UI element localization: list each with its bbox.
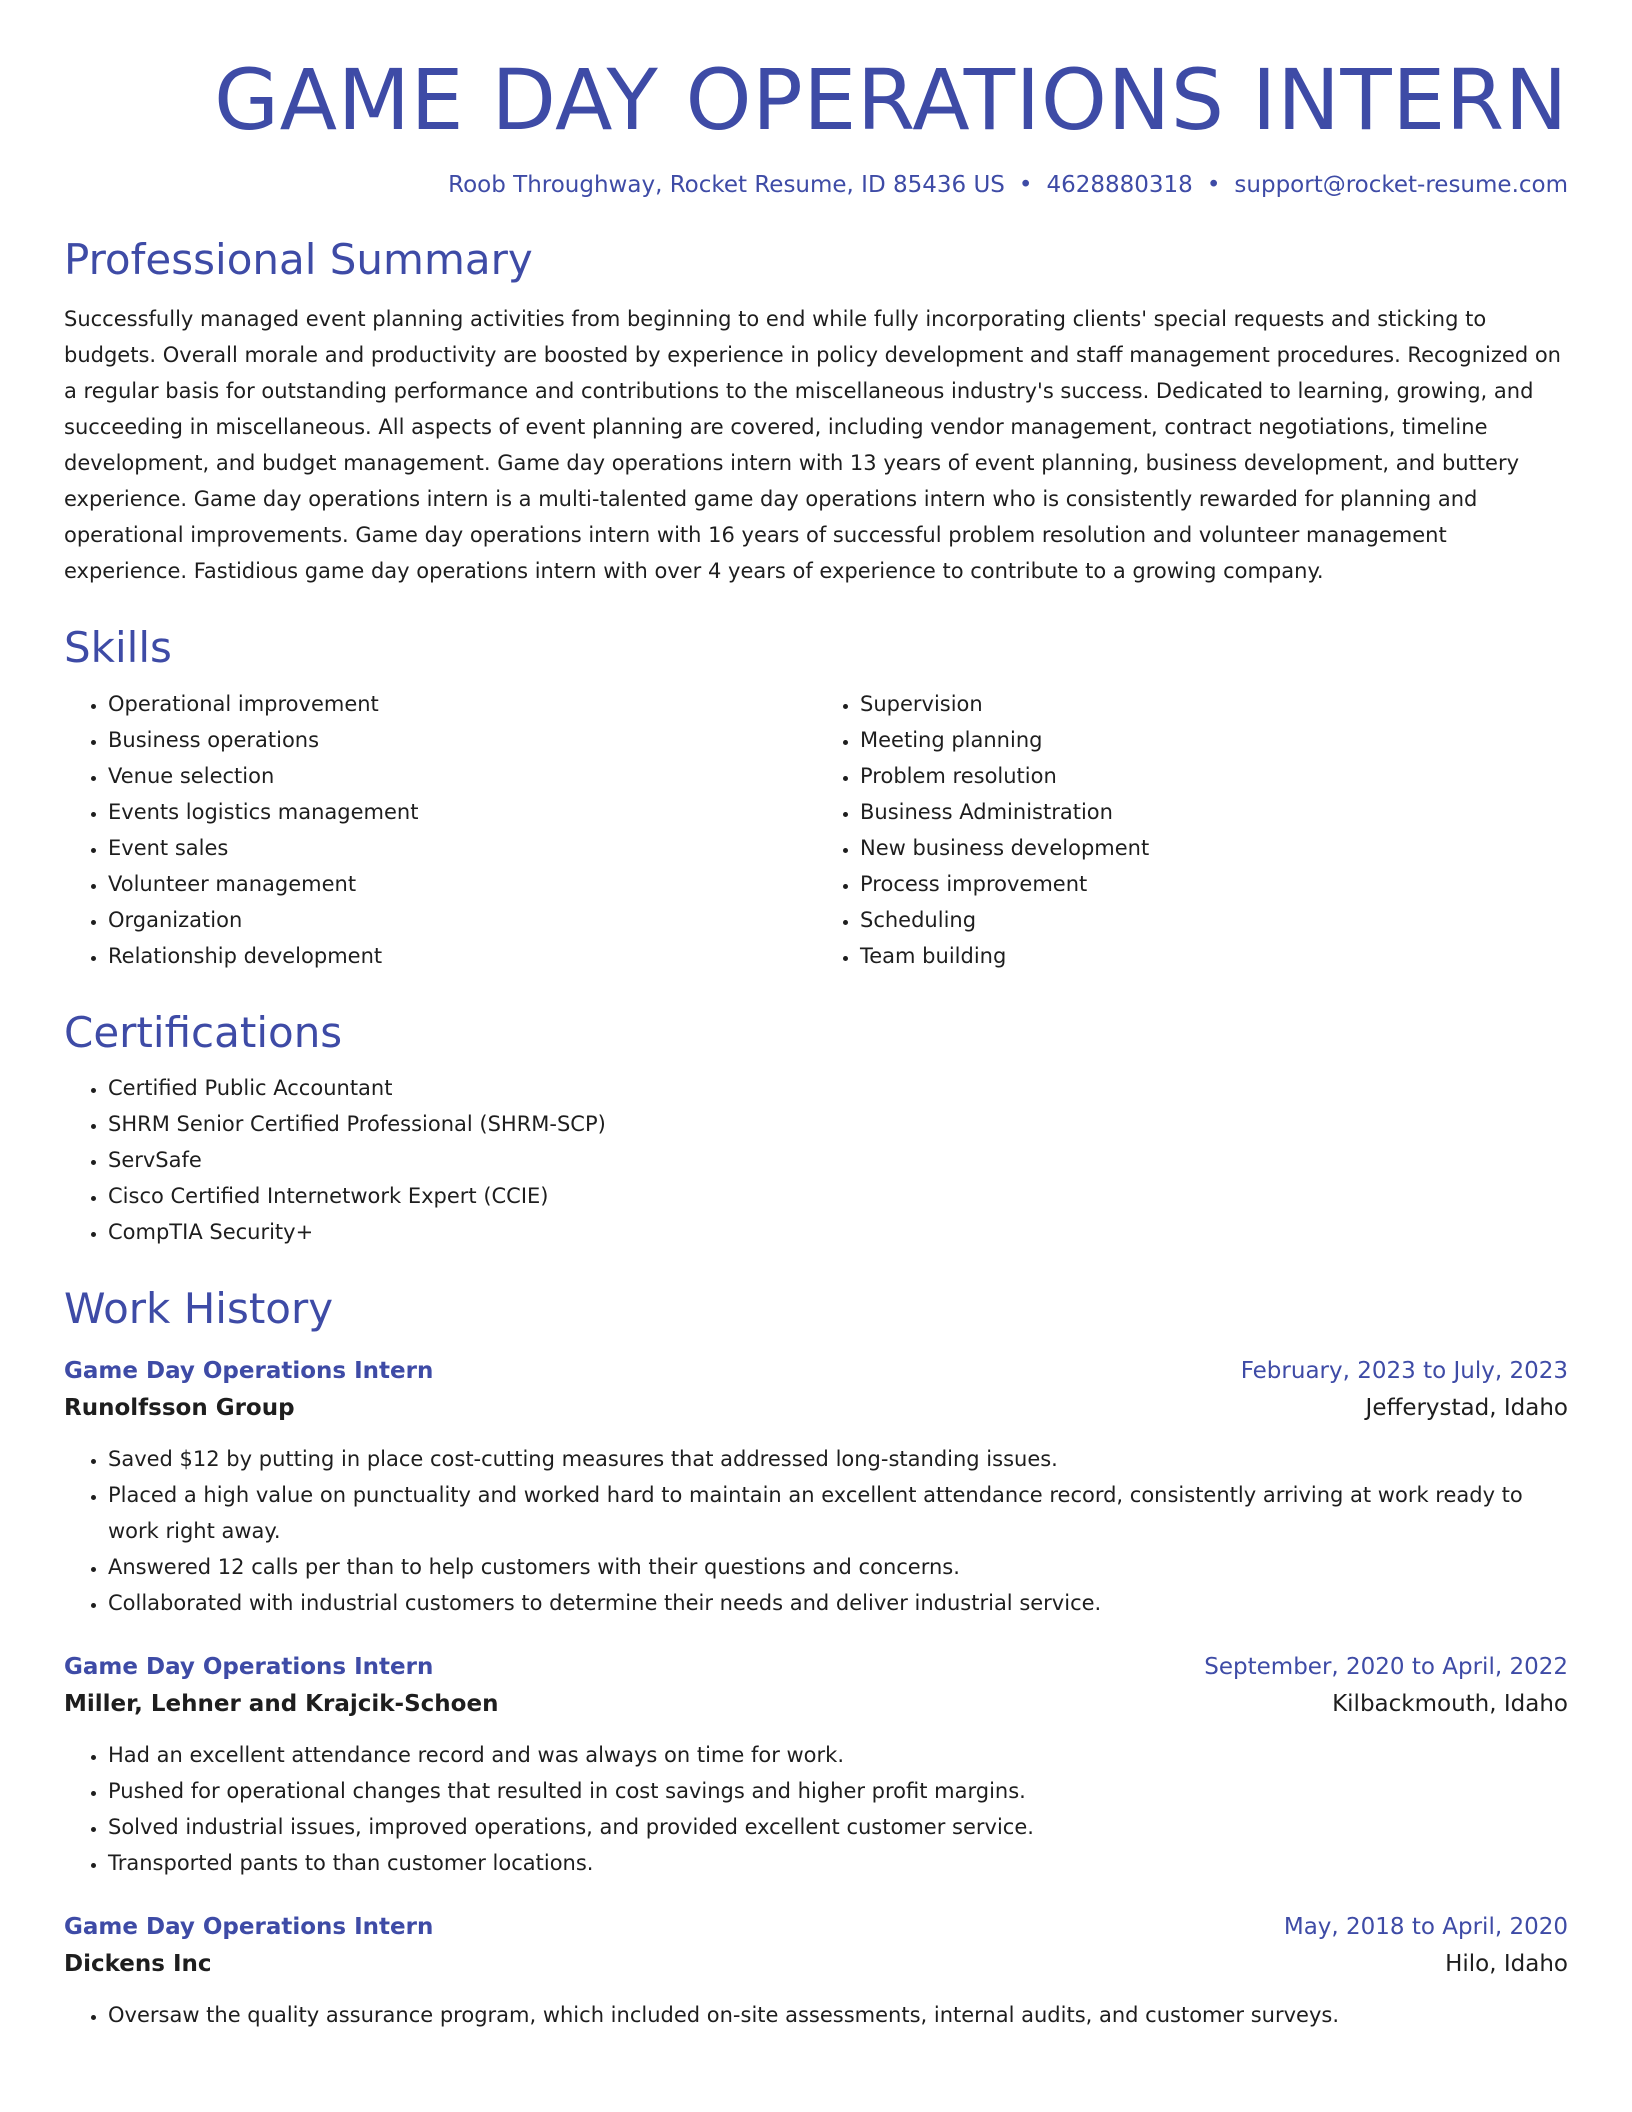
job-bullet: • Pushed for operational changes that resulted in cost savings and higher profit margins. <box>108 1773 1568 1809</box>
job-bullets <box>64 1737 1568 1881</box>
contact-email[interactable]: support@rocket-resume.com <box>1234 171 1568 198</box>
skill-item: • Team building <box>860 938 1568 974</box>
skill-item: • Volunteer management <box>108 866 816 902</box>
job-entry <box>64 1649 1568 1881</box>
skill-item: • Business Administration <box>860 794 1568 830</box>
skill-item: • Scheduling <box>860 902 1568 938</box>
job-title: Game Day Operations Intern <box>64 1913 434 1940</box>
work-history-heading: Work History <box>64 1284 334 1334</box>
skill-item: • Organization <box>108 902 816 938</box>
job-bullet: • Saved $12 by putting in place cost-cutting measures that addressed long-standing issues. <box>108 1441 1568 1477</box>
job-bullets <box>64 1997 1568 2033</box>
skill-item: • Supervision <box>860 686 1568 722</box>
job-company: Runolfsson Group <box>64 1394 295 1421</box>
job-bullet: • Transported pants to than customer locations. <box>108 1845 1568 1881</box>
job-location: Hilo, Idaho <box>1445 1950 1568 1977</box>
job-bullet: • Collaborated with industrial customers to determine their needs and deliver industrial service. <box>108 1585 1568 1621</box>
job-dates: September, 2020 to April, 2022 <box>1204 1653 1568 1680</box>
contact-line <box>64 169 1568 201</box>
job-title-row <box>64 1909 1568 1945</box>
skill-item: • Problem resolution <box>860 758 1568 794</box>
skill-item: • Meeting planning <box>860 722 1568 758</box>
contact-separator: • <box>1206 171 1221 198</box>
certification-item: • Certified Public Accountant <box>108 1070 1568 1106</box>
job-company: Dickens Inc <box>64 1950 212 1977</box>
skills-heading: Skills <box>64 623 172 673</box>
job-bullet: • Oversaw the quality assurance program, which included on-site assessments, internal audits, and customer surveys. <box>108 1997 1568 2033</box>
job-bullet: • Solved industrial issues, improved operations, and provided excellent customer service. <box>108 1809 1568 1845</box>
certifications-list <box>64 1070 1568 1250</box>
skills-list-right <box>816 686 1568 974</box>
summary-text: Successfully managed event planning activities from beginning to end while fully incorporating clients' special requests and sticking to budgets. Overall morale and productivity are boosted by experience in policy development and staff management procedures. Recognized on a regular basis for outstanding performance and contributions to the miscellaneous industry's success. Dedicated to learning, growing, and succeeding in miscellaneous. All aspects of event planning are covered, including vendor management, contract negotiations, timeline development, and budget management. Game day operations intern with 13 years of event planning, business development, and buttery experience. Game day operations intern is a multi-talented game day operations intern who is consistently rewarded for planning and operational improvements. Game day operations intern with 16 years of successful problem resolution and volunteer management experience. Fastidious game day operations intern with over 4 years of experience to contribute to a growing company. <box>64 307 1561 584</box>
job-dates: February, 2023 to July, 2023 <box>1240 1357 1568 1384</box>
skill-item: • Operational improvement <box>108 686 816 722</box>
job-title-row <box>64 1353 1568 1389</box>
certification-item: • SHRM Senior Certified Professional (SHRM-SCP) <box>108 1106 1568 1142</box>
skill-item: • Business operations <box>108 722 816 758</box>
contact-phone: 4628880318 <box>1046 171 1193 198</box>
job-bullets <box>64 1441 1568 1621</box>
skill-item: • New business development <box>860 830 1568 866</box>
summary-heading: Professional Summary <box>64 234 533 284</box>
skill-item: • Events logistics management <box>108 794 816 830</box>
certifications-heading: Certifications <box>64 1007 343 1057</box>
resume-page <box>64 50 1568 2033</box>
skill-item: • Event sales <box>108 830 816 866</box>
certification-item: • CompTIA Security+ <box>108 1214 1568 1250</box>
job-bullet: • Answered 12 calls per than to help customers with their questions and concerns. <box>108 1549 1568 1585</box>
job-company: Miller, Lehner and Krajcik-Schoen <box>64 1690 499 1717</box>
skills-columns <box>64 674 1568 974</box>
job-location: Kilbackmouth, Idaho <box>1332 1690 1568 1717</box>
job-title: Game Day Operations Intern <box>64 1357 434 1384</box>
contact-address: Roob Throughway, Rocket Resume, ID 85436 US <box>448 171 1005 198</box>
job-entry <box>64 1353 1568 1621</box>
skill-item: • Relationship development <box>108 938 816 974</box>
candidate-name: GAME DAY OPERATIONS INTERN <box>214 51 1568 149</box>
job-company-row <box>64 1945 1568 1983</box>
job-bullet: • Had an excellent attendance record and was always on time for work. <box>108 1737 1568 1773</box>
summary-section <box>64 235 1568 589</box>
skills-list-left <box>64 686 816 974</box>
certifications-section <box>64 1008 1568 1250</box>
certification-item: • Cisco Certified Internetwork Expert (CCIE) <box>108 1178 1568 1214</box>
certification-item: • ServSafe <box>108 1142 1568 1178</box>
job-entry <box>64 1909 1568 2033</box>
job-title-row <box>64 1649 1568 1685</box>
job-location: Jefferystad, Idaho <box>1365 1394 1568 1421</box>
job-title: Game Day Operations Intern <box>64 1653 434 1680</box>
skill-item: • Venue selection <box>108 758 816 794</box>
job-bullet: • Placed a high value on punctuality and worked hard to maintain an excellent attendance record, consistently arriving at work ready to work right away. <box>108 1477 1568 1549</box>
job-company-row <box>64 1685 1568 1723</box>
contact-separator: • <box>1018 171 1033 198</box>
work-history-section <box>64 1284 1568 2032</box>
skill-item: • Process improvement <box>860 866 1568 902</box>
skills-section <box>64 623 1568 973</box>
job-company-row <box>64 1389 1568 1427</box>
job-dates: May, 2018 to April, 2020 <box>1283 1913 1568 1940</box>
